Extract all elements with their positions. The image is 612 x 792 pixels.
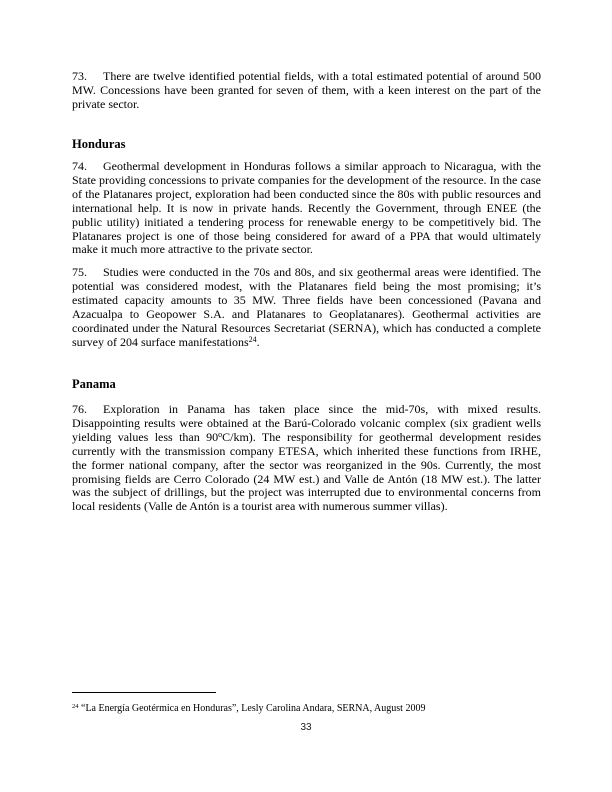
paragraph-75-text: Studies were conducted in the 70s and 80s, and six geothermal areas were identified. The potential was considered modest, with the Platanares field being the most promising; it’s estimated capacity amounts to 35 MW. Three fields have been concessioned (Pavana and Azacualpa to Geopower S.A. and Platanares to Geoplatanares). Geothermal activities are coordinated under the Natural Resources Secretariat (SERNA), which has conducted a complete survey of 204 surface manifestations	[72, 265, 541, 349]
paragraph-75-text-end: .	[256, 334, 260, 349]
paragraph-73-number: 73.	[72, 69, 87, 83]
footnote-separator	[72, 692, 216, 693]
heading-panama: Panama	[72, 377, 116, 391]
paragraph-75-number: 75.	[72, 265, 87, 279]
paragraph-76-text: Exploration in Panama has taken place since the mid-70s, with mixed results. Disappointing results were obtained at the Barú-Colorado volcanic complex (six gradient wells yielding values less than 90	[72, 402, 541, 444]
paragraph-74-number: 74.	[72, 159, 87, 173]
paragraph-76	[72, 403, 541, 514]
footnote-text: “La Energía Geotérmica en Honduras”, Lesly Carolina Andara, SERNA, August 2009	[81, 703, 426, 714]
footnote-marker: 24	[72, 702, 79, 710]
paragraph-74	[72, 160, 541, 257]
paragraph-74-text: Geothermal development in Honduras follows a similar approach to Nicaragua, with the State providing concessions to private companies for the development of the resource. In the case of the Platanares project, exploration had been conducted since the 80s with public resources and international help. It is now in private hands. Recently the Government, through ENEE (the public utility) initiated a tendering process for renewable energy to be competitively bid. The Platanares project is one of those being considered for award of a PPA that would ultimately make it much more attractive to the private sector.	[72, 159, 541, 257]
footnote-24	[72, 703, 541, 715]
footnote-reference-24: 24	[248, 334, 257, 344]
heading-honduras: Honduras	[72, 137, 126, 151]
page-number: 33	[300, 722, 312, 733]
paragraph-73-text: There are twelve identified potential fields, with a total estimated potential of around 500 MW. Concessions have been granted for seven of them, with a keen interest on the part of the private sector.	[72, 69, 541, 111]
paragraph-76-text-end: C/km). The responsibility for geothermal development resides currently with the transmission company ETESA, which inherited these functions from IRHE, the former national company, after the sector was reorganized in the 90s. Currently, the most promising fields are Cerro Colorado (24 MW est.) and Valle de Antón (18 MW est.). The latter was the subject of drillings, but the project was interrupted due to environmental concerns from local residents (Valle de Antón is a tourist area with numerous summer villas).	[72, 429, 541, 514]
degree-superscript: o	[218, 429, 223, 439]
paragraph-75	[72, 266, 541, 349]
paragraph-76-number: 76.	[72, 402, 87, 416]
paragraph-73	[72, 70, 541, 112]
